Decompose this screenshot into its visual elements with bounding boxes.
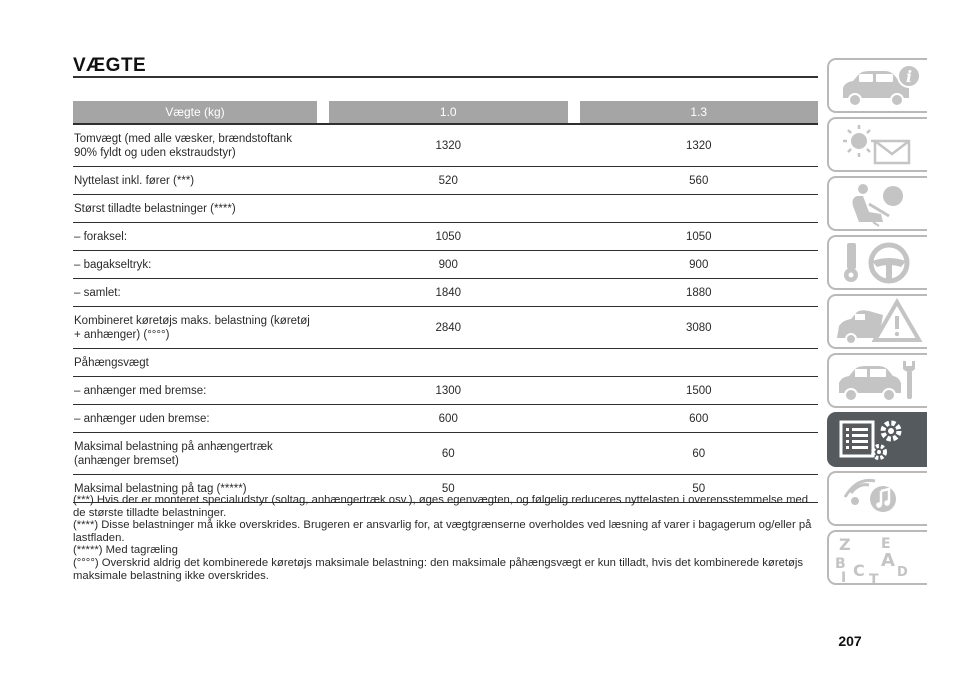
row-value-1-0: 50 xyxy=(329,475,568,503)
row-value-1-0: 900 xyxy=(329,251,568,279)
sidebar-tab-technical-data[interactable] xyxy=(827,412,927,467)
index-letter: D xyxy=(897,565,908,580)
table-row xyxy=(73,405,818,433)
row-label: Nyttelast inkl. fører (***) xyxy=(73,167,329,195)
row-value-1-3: 3080 xyxy=(580,307,819,349)
row-value-1-3: 1320 xyxy=(580,124,819,167)
page-number: 207 xyxy=(838,633,862,649)
row-value-1-3: 1500 xyxy=(580,377,819,405)
table-row xyxy=(73,223,818,251)
table-row xyxy=(73,124,818,167)
chapter-sidebar xyxy=(827,58,933,589)
alphabetical-index-icon xyxy=(829,532,927,583)
table-row xyxy=(73,195,818,223)
index-letter: A xyxy=(881,550,895,571)
car-info-icon xyxy=(829,60,927,111)
row-value-1-3 xyxy=(580,195,819,223)
car-maintenance-tools-icon xyxy=(829,355,927,406)
table-row xyxy=(73,307,818,349)
row-value-1-3 xyxy=(580,349,819,377)
warning-light-message-icon xyxy=(829,119,927,170)
table-row xyxy=(73,251,818,279)
row-label: Kombineret køretøjs maks. belastning (køretøj + anhænger) (°°°°) xyxy=(73,307,329,349)
table-row xyxy=(73,377,818,405)
row-value-1-3: 900 xyxy=(580,251,819,279)
row-value-1-0 xyxy=(329,195,568,223)
row-value-1-0: 520 xyxy=(329,167,568,195)
svg-text:i: i xyxy=(905,67,913,86)
row-label: Påhængsvægt xyxy=(73,349,329,377)
index-letter: E xyxy=(881,536,891,552)
table-row xyxy=(73,433,818,475)
footnote-combined-load: (°°°°) Overskrid aldrig det kombinerede køretøjs maksimale belastning: den maksimale påhængsvægt er kun tilladt, hvis det kombinerede køretøjs maksimale belastning ikke overskrides. xyxy=(73,556,804,582)
row-value-1-3: 60 xyxy=(580,433,819,475)
table-header-row xyxy=(73,101,818,124)
index-letter: B xyxy=(835,556,846,572)
index-letter: T xyxy=(869,572,879,583)
table-row xyxy=(73,349,818,377)
index-letter: Z xyxy=(839,535,851,554)
row-label: – foraksel: xyxy=(73,223,329,251)
table-row xyxy=(73,279,818,307)
row-value-1-3: 1050 xyxy=(580,223,819,251)
page-title: VÆGTE xyxy=(73,55,147,76)
row-label: Maksimal belastning på anhængertræk (anhænger bremset) xyxy=(73,433,329,475)
sidebar-tab-car-info[interactable] xyxy=(827,58,927,113)
row-value-1-0: 2840 xyxy=(329,307,568,349)
car-accident-warning-icon xyxy=(829,296,927,347)
header-engine-1-0: 1.0 xyxy=(329,101,568,124)
row-label: – anhænger med bremse: xyxy=(73,377,329,405)
row-label: – bagakseltryk: xyxy=(73,251,329,279)
row-value-1-0: 1300 xyxy=(329,377,568,405)
table-row xyxy=(73,167,818,195)
header-engine-1-3: 1.3 xyxy=(580,101,819,124)
technical-data-gear-icon xyxy=(829,414,927,465)
weights-table xyxy=(73,101,818,503)
row-value-1-3: 560 xyxy=(580,167,819,195)
footnote-loads: (****) Disse belastninger må ikke overskrides. Brugeren er ansvarlig for, at vægtgrænserne overholdes ved læsning af varer i bagagerum og/eller på lastfladen. xyxy=(73,519,812,544)
sidebar-tab-safety[interactable] xyxy=(827,176,927,231)
row-value-1-3: 50 xyxy=(580,475,819,503)
row-value-1-0: 1320 xyxy=(329,124,568,167)
sidebar-tab-multimedia[interactable] xyxy=(827,471,927,526)
row-label: – samlet: xyxy=(73,279,329,307)
row-label: Tomvægt (med alle væsker, brændstoftank 90% fyldt og uden ekstraudstyr) xyxy=(73,124,329,167)
title-divider xyxy=(73,76,818,78)
sidebar-tab-starting-driving[interactable] xyxy=(827,235,927,290)
sidebar-tab-emergency[interactable] xyxy=(827,294,927,349)
sidebar-tab-maintenance[interactable] xyxy=(827,353,927,408)
row-label: Størst tilladte belastninger (****) xyxy=(73,195,329,223)
row-value-1-0 xyxy=(329,349,568,377)
airbag-seat-icon xyxy=(829,178,927,229)
multimedia-music-icon xyxy=(829,473,927,524)
sidebar-tab-warning-lights[interactable] xyxy=(827,117,927,172)
footnote-roof-rails: (*****) Med tagræling xyxy=(73,544,178,557)
row-value-1-0: 1840 xyxy=(329,279,568,307)
sidebar-tab-index[interactable] xyxy=(827,530,927,585)
row-value-1-3: 600 xyxy=(580,405,819,433)
header-weights-kg: Vægte (kg) xyxy=(73,101,317,124)
index-letter: C xyxy=(853,561,865,580)
footnote-equipment: (***) Hvis der er monteret specialudstyr (soltag, anhængertræk osv.), øges egenvægten, og følgelig reduceres nyttelasten i overensstemmelse med de største tilladte belastninger. xyxy=(73,494,809,519)
row-value-1-0: 600 xyxy=(329,405,568,433)
index-letter: I xyxy=(841,570,847,583)
row-value-1-3: 1880 xyxy=(580,279,819,307)
row-label: – anhænger uden bremse: xyxy=(73,405,329,433)
footnotes xyxy=(73,494,818,582)
row-value-1-0: 60 xyxy=(329,433,568,475)
key-steering-wheel-icon xyxy=(829,237,927,288)
row-value-1-0: 1050 xyxy=(329,223,568,251)
row-label: Maksimal belastning på tag (*****) xyxy=(73,475,329,503)
